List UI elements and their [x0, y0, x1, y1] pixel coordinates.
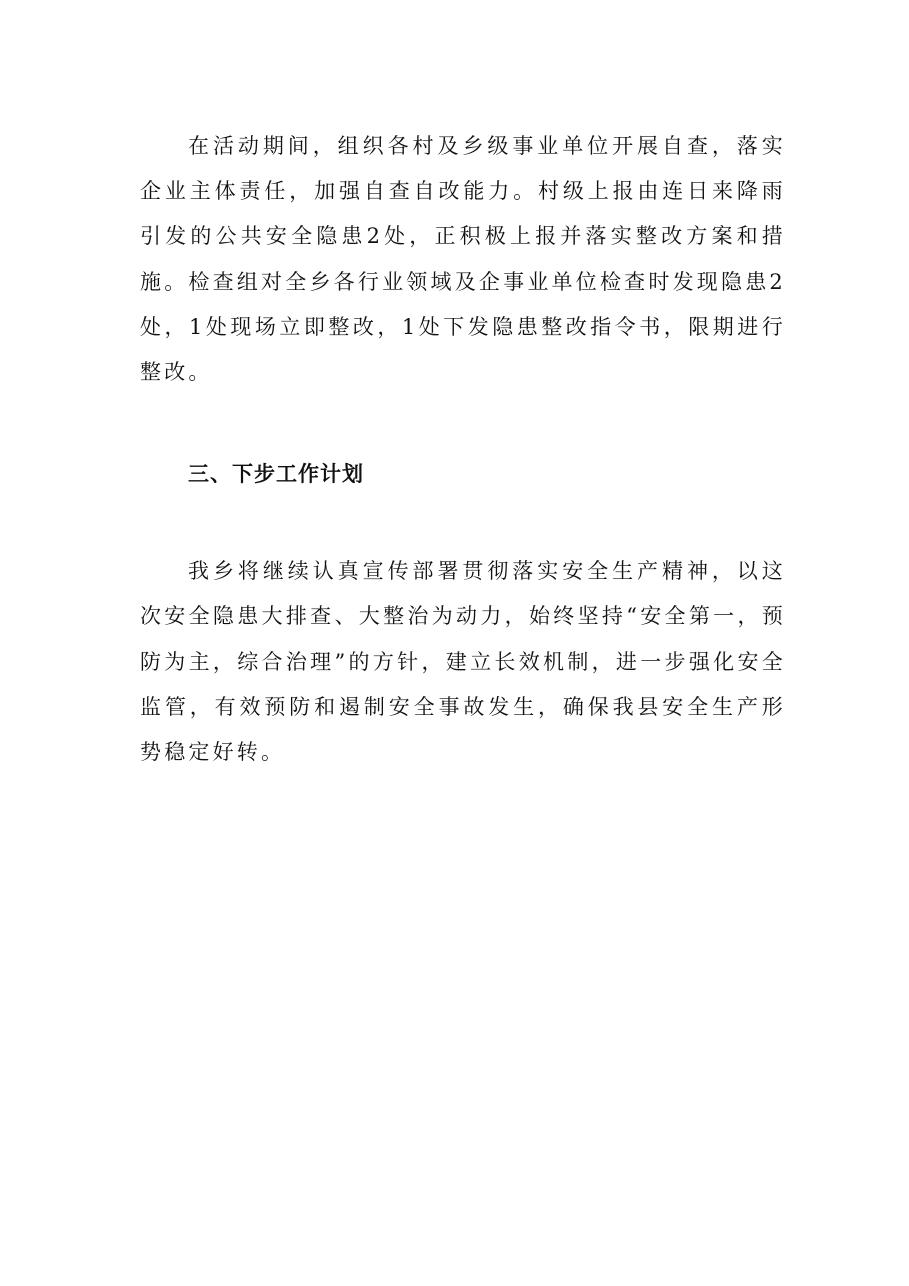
section-heading-next-plan: 三、下步工作计划 — [188, 462, 364, 487]
paragraph-next-plan: 我乡将继续认真宣传部署贯彻落实安全生产精神，以这次安全隐患大排查、大整治为动力，始终坚持“安全第一，预防为主，综合治理”的方针，建立长效机制，进一步强化安全监管，有效预防和遏制安全事故发生，确保我县安全生产形势稳定好转。 — [140, 559, 786, 765]
paragraph-self-inspection: 在活动期间，组织各村及乡级事业单位开展自查，落实企业主体责任，加强自查自改能力。村级上报由连日来降雨引发的公共安全隐患2处，正积极上报并落实整改方案和措施。检查组对全乡各行业领域及企事业单位检查时发现隐患2处，1处现场立即整改，1处下发隐患整改指令书，限期进行整改。 — [140, 134, 786, 385]
document-body — [140, 124, 786, 775]
